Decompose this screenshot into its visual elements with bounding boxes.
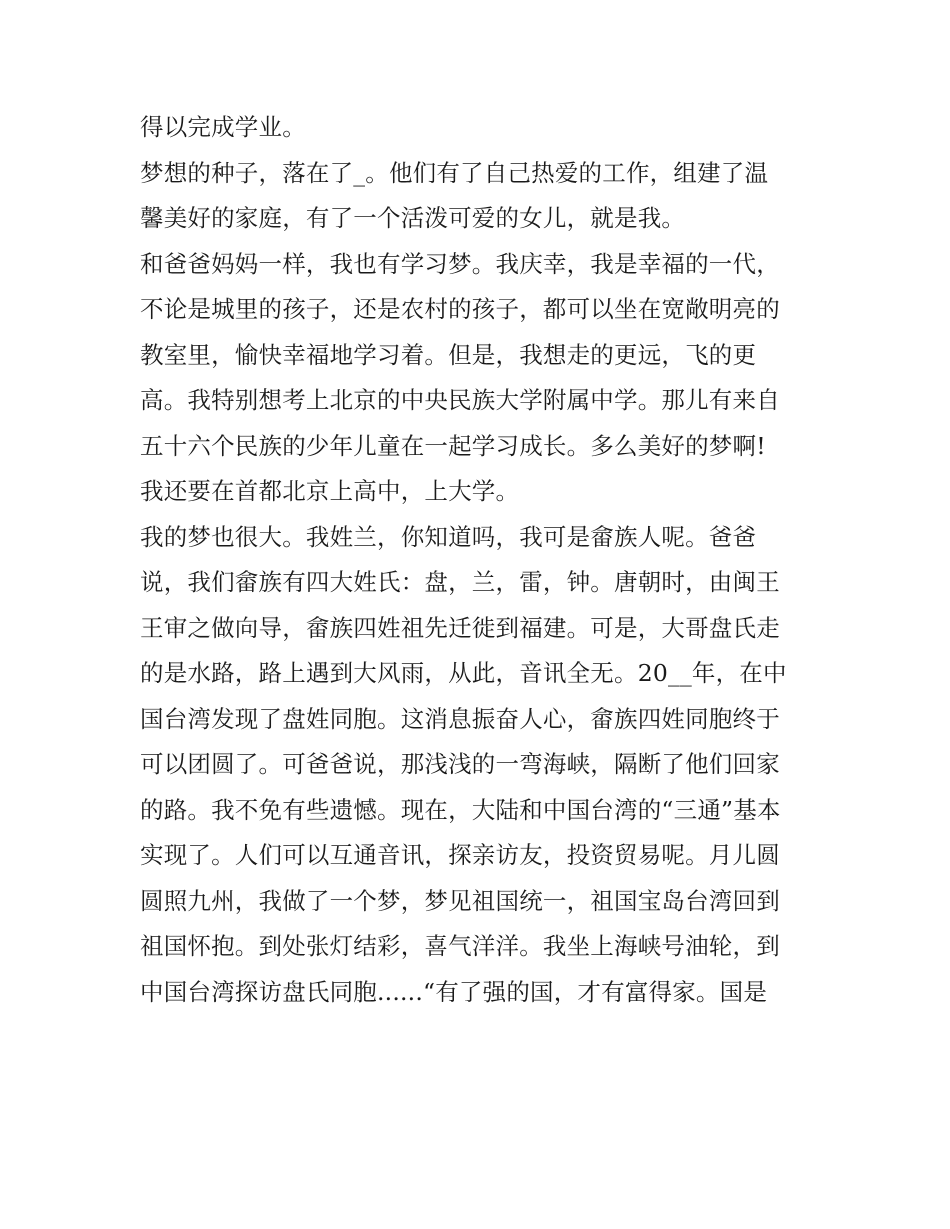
text-line: 王审之做向导，畲族四姓祖先迁徙到福建。可是，大哥盘氏走	[140, 613, 780, 642]
text-line: 和爸爸妈妈一样，我也有学习梦。我庆幸，我是幸福的一代，	[140, 249, 780, 278]
text-line: 五十六个民族的少年儿童在一起学习成长。多么美好的梦啊!	[140, 431, 766, 460]
text-line: 得以完成学业。	[140, 113, 306, 141]
text-line: 的是水路，路上遇到大风雨，从此，音讯全无。20__年，在中	[140, 659, 787, 687]
text-line: 我的梦也很大。我姓兰，你知道吗，我可是畲族人呢。爸爸	[140, 522, 757, 551]
text-line: 中国台湾探访盘氏同胞......“有了强的国，才有富得家。国是	[140, 977, 768, 1006]
text-line: 教室里，愉快幸福地学习着。但是，我想走的更远，飞的更	[140, 340, 757, 369]
text-line: 国台湾发现了盘姓同胞。这消息振奋人心，畲族四姓同胞终于	[140, 704, 780, 733]
text-line: 实现了。人们可以互通音讯，探亲访友，投资贸易呢。月儿圆	[140, 841, 780, 869]
text-line: 馨美好的家庭，有了一个活泼可爱的女儿，就是我。	[140, 204, 686, 232]
text-line: 圆照九州，我做了一个梦，梦见祖国统一，祖国宝岛台湾回到	[140, 886, 780, 915]
text-line: 梦想的种子，落在了_。他们有了自己热爱的工作，组建了温	[140, 158, 769, 187]
text-line: 说，我们畲族有四大姓氏：盘，兰，雷，钟。唐朝时，由闽王	[140, 568, 780, 596]
text-line: 高。我特别想考上北京的中央民族大学附属中学。那儿有来自	[140, 386, 780, 414]
text-line: 我还要在首都北京上高中，上大学。	[140, 477, 520, 505]
body-text	[140, 105, 820, 1015]
text-line: 祖国怀抱。到处张灯结彩，喜气洋洋。我坐上海峡号油轮，到	[140, 932, 780, 960]
text-line: 可以团圆了。可爸爸说，那浅浅的一弯海峡，隔断了他们回家	[140, 750, 780, 778]
text-line: 的路。我不免有些遗憾。现在，大陆和中国台湾的“三通”基本	[140, 795, 781, 824]
text-line: 不论是城里的孩子，还是农村的孩子，都可以坐在宽敞明亮的	[140, 295, 780, 323]
